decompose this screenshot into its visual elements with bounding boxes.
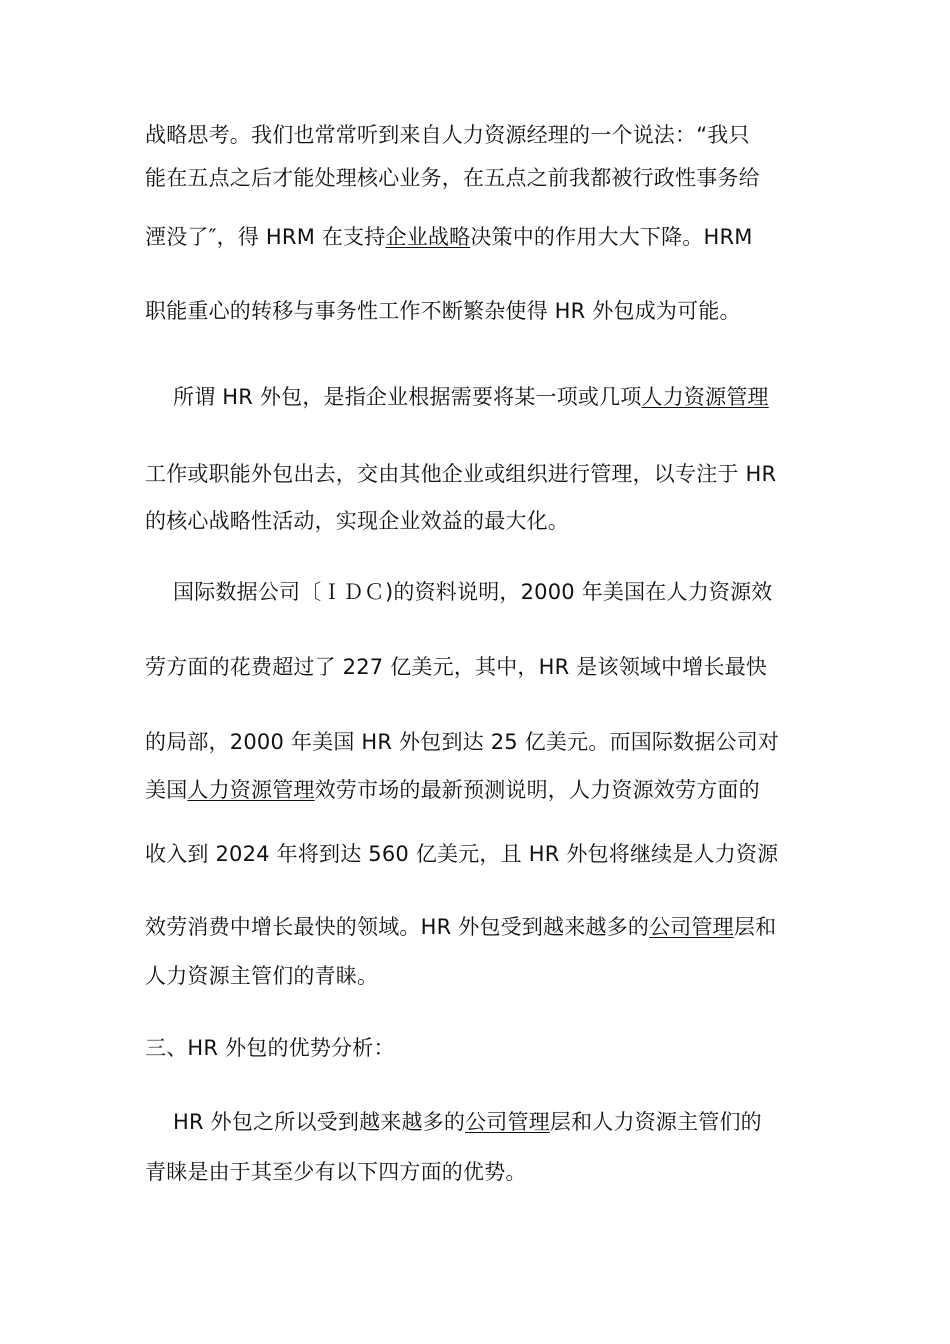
link-company-management[interactable]: 公司管理 — [649, 915, 734, 939]
text-line: 青睐是由于其至少有以下四方面的优势。 — [145, 1160, 527, 1184]
text-segment: 层和人力资源主管们的 — [549, 1110, 762, 1134]
text-line: 的局部，2000 年美国 HR 外包到达 25 亿美元。而国际数据公司对 — [145, 730, 780, 754]
text-line: 国际数据公司〔ＩＤＣ)的资料说明，2000 年美国在人力资源效 — [173, 580, 773, 604]
section-heading: 三、HR 外包的优势分析： — [145, 1036, 395, 1060]
text-line: 人力资源主管们的青睐。 — [145, 964, 379, 988]
text-line: 能在五点之后才能处理核心业务，在五点之前我都被行政性事务给 — [145, 166, 760, 190]
text-line: 的核心战略性活动，实现企业效益的最大化。 — [145, 509, 569, 533]
link-enterprise-strategy[interactable]: 企业战略 — [385, 225, 471, 249]
text-segment: 决策中的作用大大下降。HRM — [470, 225, 753, 249]
text-segment: 湮没了″，得 HRM 在支持 — [145, 225, 386, 249]
text-line: 劳方面的花费超过了 227 亿美元，其中，HR 是该领域中增长最快 — [145, 655, 768, 679]
text-segment: 效劳消费中增长最快的领域。HR 外包受到越来越多的 — [145, 915, 650, 939]
text-segment: HR 外包之所以受到越来越多的 — [173, 1110, 466, 1134]
text-line: 工作或职能外包出去，交由其他企业或组织进行管理，以专注于 HR — [145, 462, 777, 486]
text-line — [145, 776, 760, 804]
link-company-management[interactable]: 公司管理 — [465, 1110, 550, 1134]
link-hr-management[interactable]: 人力资源管理 — [641, 385, 769, 409]
text-line: 战略思考。我们也常常听到来自人力资源经理的一个说法：“我只 — [145, 123, 750, 147]
text-segment: 所谓 HR 外包，是指企业根据需要将某一项或几项 — [173, 385, 642, 409]
text-line: 职能重心的转移与事务性工作不断繁杂使得 HR 外包成为可能。 — [145, 299, 741, 323]
text-line — [145, 913, 776, 941]
text-line: 收入到 2024 年将到达 560 亿美元，且 HR 外包将继续是人力资源 — [145, 842, 779, 866]
text-line — [173, 1108, 762, 1136]
text-segment: 美国 — [145, 778, 188, 802]
link-hr-management[interactable]: 人力资源管理 — [187, 778, 315, 802]
text-segment: 层和 — [733, 915, 777, 939]
text-line — [173, 383, 769, 411]
text-segment: 效劳市场的最新预测说明，人力资源效劳方面的 — [314, 778, 760, 802]
text-line — [145, 223, 753, 251]
